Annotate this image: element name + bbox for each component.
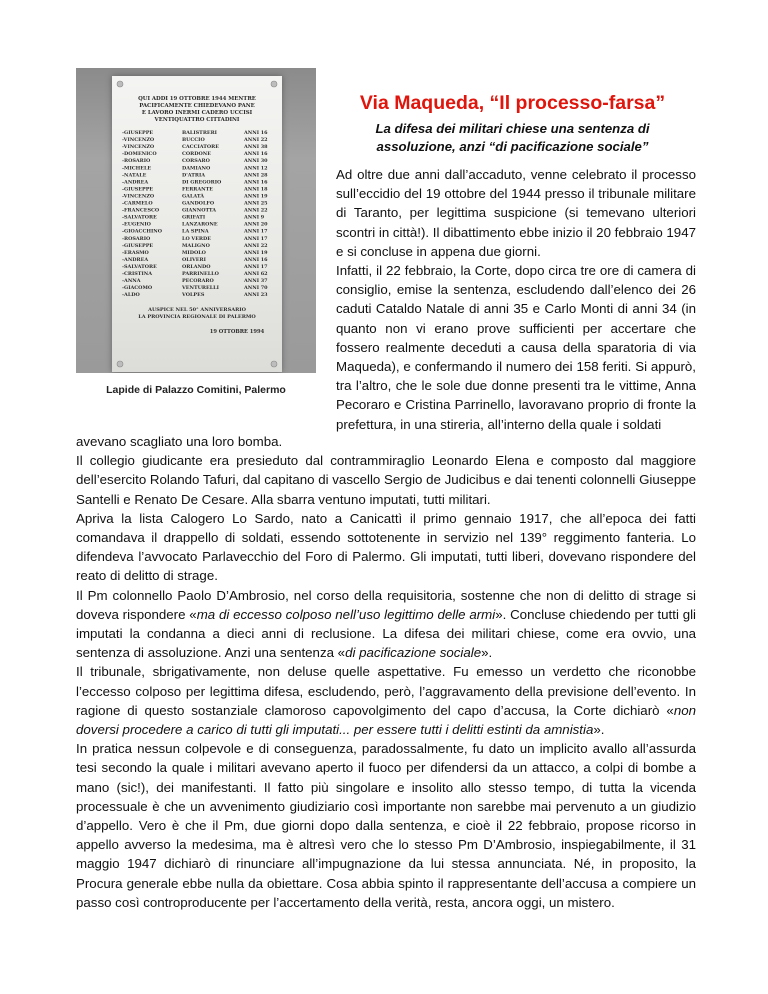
- plaque-surname: BALISTRERI: [182, 130, 217, 136]
- plaque-first-name: -CARMELO: [122, 200, 153, 207]
- plaque-age: ANNI 62: [244, 271, 268, 277]
- paragraph: Il collegio giudicante era presieduto dal contrammiraglio Leonardo Elena e composto dal maggiore dell’esercito Rolando Tafuri, dal capitano di vascello Sergio de Judicibus e dai tenenti colonnelli Giuseppe Santelli e Renato De Cesare. Alla sbarra ventuno imputati, tutti militari.: [76, 453, 696, 507]
- plaque-surname: GIANNOTTA: [182, 207, 217, 214]
- plaque-figure: [76, 68, 316, 398]
- plaque-age: ANNI 30: [244, 158, 268, 165]
- text-run: Il tribunale, sbrigativamente, non deluse quelle aspettative. Fu emesso un verdetto che riconobbe l’eccesso colposo per legittima difesa, escludendo, però, l’aggravamento della previsione dell’evento. In ragione di questo sostanziale clamoroso capovolgimento del capo d’accusa, la Corte dichiarò «: [76, 664, 696, 718]
- memorial-plaque: [112, 76, 282, 372]
- paragraph: Ad oltre due anni dall’accaduto, venne celebrato il processo sull’eccidio del 19 ottobre del 1944 presso il tribunale militare di Taranto, per legittima suspicione (si temevano ulteriori scontri in città!). Il dibattimento ebbe inizio il 20 febbraio 1947 e si concluse in appena due giorni.: [336, 167, 696, 259]
- paragraph: Infatti, il 22 febbraio, la Corte, dopo circa tre ore di camera di consiglio, emise la sentenza, escludendo dall’elenco dei 26 caduti Cataldo Natale di anni 35 e Carlo Monti di anni 34 (in quanto non vi erano prove sufficienti per accertare che fossero realmente deceduti a causa della sparatoria di via Maqueda), e confermando il numero dei 158 feriti. Si appurò, tra l’altro, che le sole due donne presenti tra le vittime, Anna Pecoraro e Cristina Parrinello, lavoravano proprio di fronte la prefettura, in una stireria, all’interno della quale i soldati: [336, 263, 696, 432]
- plaque-first-name: -ERASMO: [122, 249, 149, 256]
- plaque-age: ANNI 20: [244, 221, 268, 228]
- plaque-surname: BUCCIO: [182, 137, 205, 144]
- plaque-surname: MIDOLO: [182, 249, 206, 256]
- plaque-surname: ORLANDO: [182, 263, 211, 270]
- quoted-text: ma di eccesso colposo nell’uso legittimo delle armi: [196, 606, 496, 622]
- plaque-surname: VOLPES: [182, 292, 205, 299]
- plaque-age: ANNI 16: [244, 130, 268, 136]
- main-body-text: [76, 432, 696, 912]
- plaque-surname: CORDONE: [182, 151, 211, 158]
- plaque-first-name: -SALVATORE: [122, 263, 157, 270]
- plaque-first-name: -GIACOMO: [122, 285, 153, 292]
- plaque-first-name: -ANNA: [122, 278, 141, 285]
- plaque-age: ANNI 19: [244, 193, 268, 200]
- plaque-surname: MALIGNO: [182, 242, 210, 249]
- side-column-text: [336, 165, 696, 434]
- plaque-first-name: -SALVATORE: [122, 214, 157, 221]
- plaque-age: ANNI 19: [244, 249, 268, 256]
- plaque-surname: DI GREGORIO: [182, 179, 222, 186]
- plaque-header-line: PACIFICAMENTE CHIEDEVANO PANE: [139, 103, 255, 109]
- text-run: ».: [593, 722, 605, 738]
- text-run: ». Concluse chiedendo per tutti gli imputati la condanna a dieci anni di reclusione. La difesa dei militari chiese, come era ovvio, una sentenza di assoluzione. Anzi una sentenza «: [76, 606, 696, 661]
- plaque-surname: VENTURELLI: [182, 285, 219, 292]
- plaque-first-name: -GIUSEPPE: [122, 186, 154, 193]
- plaque-age: ANNI 9: [244, 214, 265, 221]
- plaque-engraving: [112, 76, 282, 372]
- plaque-first-name: -ALDO: [122, 292, 140, 299]
- plaque-surname: LANZARONE: [182, 221, 218, 228]
- plaque-footer-line: LA PROVINCIA REGIONALE DI PALERMO: [138, 314, 256, 321]
- subtitle-line: La difesa dei militari chiese una sentenza di: [375, 121, 650, 136]
- plaque-first-name: -DOMENICO: [122, 151, 157, 158]
- plaque-first-name: -VINCENZO: [122, 144, 155, 151]
- plaque-age: ANNI 17: [244, 263, 268, 270]
- plaque-age: ANNI 38: [244, 144, 268, 151]
- plaque-first-name: -ROSARIO: [122, 158, 151, 165]
- plaque-surname: LA SPINA: [182, 228, 209, 235]
- plaque-surname: GANDOLFO: [182, 200, 215, 207]
- plaque-header-line: VENTIQUATTRO CITTADINI: [154, 117, 240, 123]
- plaque-age: ANNI 23: [244, 292, 268, 299]
- plaque-first-name: -FRANCESCO: [122, 207, 160, 214]
- plaque-photo: [76, 68, 316, 373]
- plaque-first-name: -CRISTINA: [122, 271, 152, 277]
- plaque-surname: OLIVERI: [182, 256, 206, 263]
- plaque-first-name: -VINCENZO: [122, 193, 155, 200]
- plaque-surname: CACCIATORE: [182, 144, 219, 151]
- plaque-age: ANNI 22: [244, 207, 268, 214]
- text-run: ».: [481, 645, 493, 661]
- plaque-age: ANNI 12: [244, 165, 268, 172]
- plaque-age: ANNI 25: [244, 200, 268, 207]
- plaque-surname: FERRANTE: [182, 186, 213, 193]
- plaque-date: 19 OTTOBRE 1994: [209, 329, 265, 336]
- plaque-surname: GRIFATI: [182, 214, 206, 221]
- plaque-first-name: -GIOACCHINO: [122, 228, 162, 235]
- plaque-first-name: -NATALE: [122, 172, 147, 179]
- plaque-footer-line: AUSPICE NEL 50° ANNIVERSARIO: [148, 307, 246, 314]
- plaque-age: ANNI 37: [244, 278, 268, 285]
- paragraph: In pratica nessun colpevole e di conseguenza, paradossalmente, fu dato un implicito avallo all’assurda tesi secondo la quale i militari avevano aperto il fuoco per difendersi da un attacco, a colpi di bombe a mano (sic!), dei manifestanti. Il fatto più singolare e insolito allo stesso tempo, di tutta la vicenda processuale è che un avvenimento giudiziario così importante non sarebbe mai pervenuto a un giudizio d’appello. Vero è che il Pm, due giorni dopo dalla sentenza, e cioè il 22 febbraio, propose ricorso in appello avverso la medesima, ma è altresì vero che lo stesso Pm D’Ambrosio, inspiegabilmente, il 31 maggio 1947 dichiarò di rinunciare all’impugnazione da lui stessa annunciata. Né, in proposito, la Procura generale ebbe nulla da obiettare. Cosa abbia spinto il rappresentante dell’accusa a compiere un passo così controproducente per l’accertamento della verità, resta, ancora oggi, un mistero.: [76, 741, 696, 910]
- plaque-first-name: -ROSARIO: [122, 235, 151, 242]
- paragraph: Apriva la lista Calogero Lo Sardo, nato a Canicattì il primo gennaio 1917, che all’epoca dei fatti comandava il drappello di soldati, essendo sottotenente in servizio nel 139° reggimento fanteria. Lo difendeva l’avvocato Parlavecchio del Foro di Palermo. Gli imputati, tutti liberi, dovevano rispondere del reato di delitto di strage.: [76, 510, 696, 584]
- plaque-age: ANNI 16: [244, 151, 268, 158]
- plaque-header-line: E LAVORO INERMI CADERO UCCISI: [141, 110, 253, 116]
- plaque-age: ANNI 18: [244, 186, 268, 193]
- subtitle-line: assoluzione, anzi “di pacificazione sociale”: [376, 139, 649, 154]
- plaque-age: ANNI 17: [244, 235, 268, 242]
- plaque-first-name: -VINCENZO: [122, 137, 155, 144]
- plaque-surname: D'ATRIA: [182, 172, 206, 179]
- plaque-age: ANNI 16: [244, 256, 268, 263]
- paragraph: [76, 586, 696, 663]
- plaque-surname: GALATÀ: [182, 193, 205, 200]
- plaque-surname: PECORARO: [182, 278, 214, 285]
- article-title: Via Maqueda, “Il processo-farsa”: [359, 92, 666, 114]
- plaque-surname: PARRINELLO: [182, 271, 219, 277]
- plaque-age: ANNI 70: [244, 285, 268, 292]
- figure-caption: Lapide di Palazzo Comitini, Palermo: [106, 384, 286, 396]
- quoted-text: non doversi procedere a carico di tutti gli imputati... per essere tutti i delitti estinti da amnistia: [76, 702, 696, 738]
- quoted-text: di pacificazione sociale: [345, 645, 482, 661]
- text-run: Il Pm colonnello Paolo D’Ambrosio, nel corso della requisitoria, sostenne che non di delitto di strage si doveva rispondere «: [76, 587, 696, 622]
- plaque-age: ANNI 16: [244, 179, 268, 186]
- plaque-first-name: -ANDREA: [122, 256, 149, 263]
- article-subtitle: [330, 120, 695, 156]
- plaque-age: ANNI 22: [244, 242, 268, 249]
- plaque-age: ANNI 28: [244, 172, 268, 179]
- plaque-first-name: -ANDREA: [122, 179, 149, 186]
- plaque-age: ANNI 22: [244, 137, 268, 144]
- paragraph: avevano scagliato una loro bomba.: [76, 434, 283, 449]
- plaque-first-name: -GIUSEPPE: [122, 242, 154, 249]
- plaque-first-name: -MICHELE: [122, 165, 152, 172]
- plaque-surname: CORSARO: [182, 158, 210, 165]
- plaque-surname: LO VERDE: [182, 235, 211, 242]
- plaque-first-name: -GIUSEPPE: [122, 130, 154, 136]
- plaque-first-name: -EUGENIO: [122, 221, 151, 228]
- paragraph: [76, 662, 696, 739]
- plaque-age: ANNI 17: [244, 228, 268, 235]
- plaque-header-line: QUI ADDI 19 OTTOBRE 1944 MENTRE: [138, 96, 256, 102]
- plaque-surname: DAMIANO: [182, 165, 211, 172]
